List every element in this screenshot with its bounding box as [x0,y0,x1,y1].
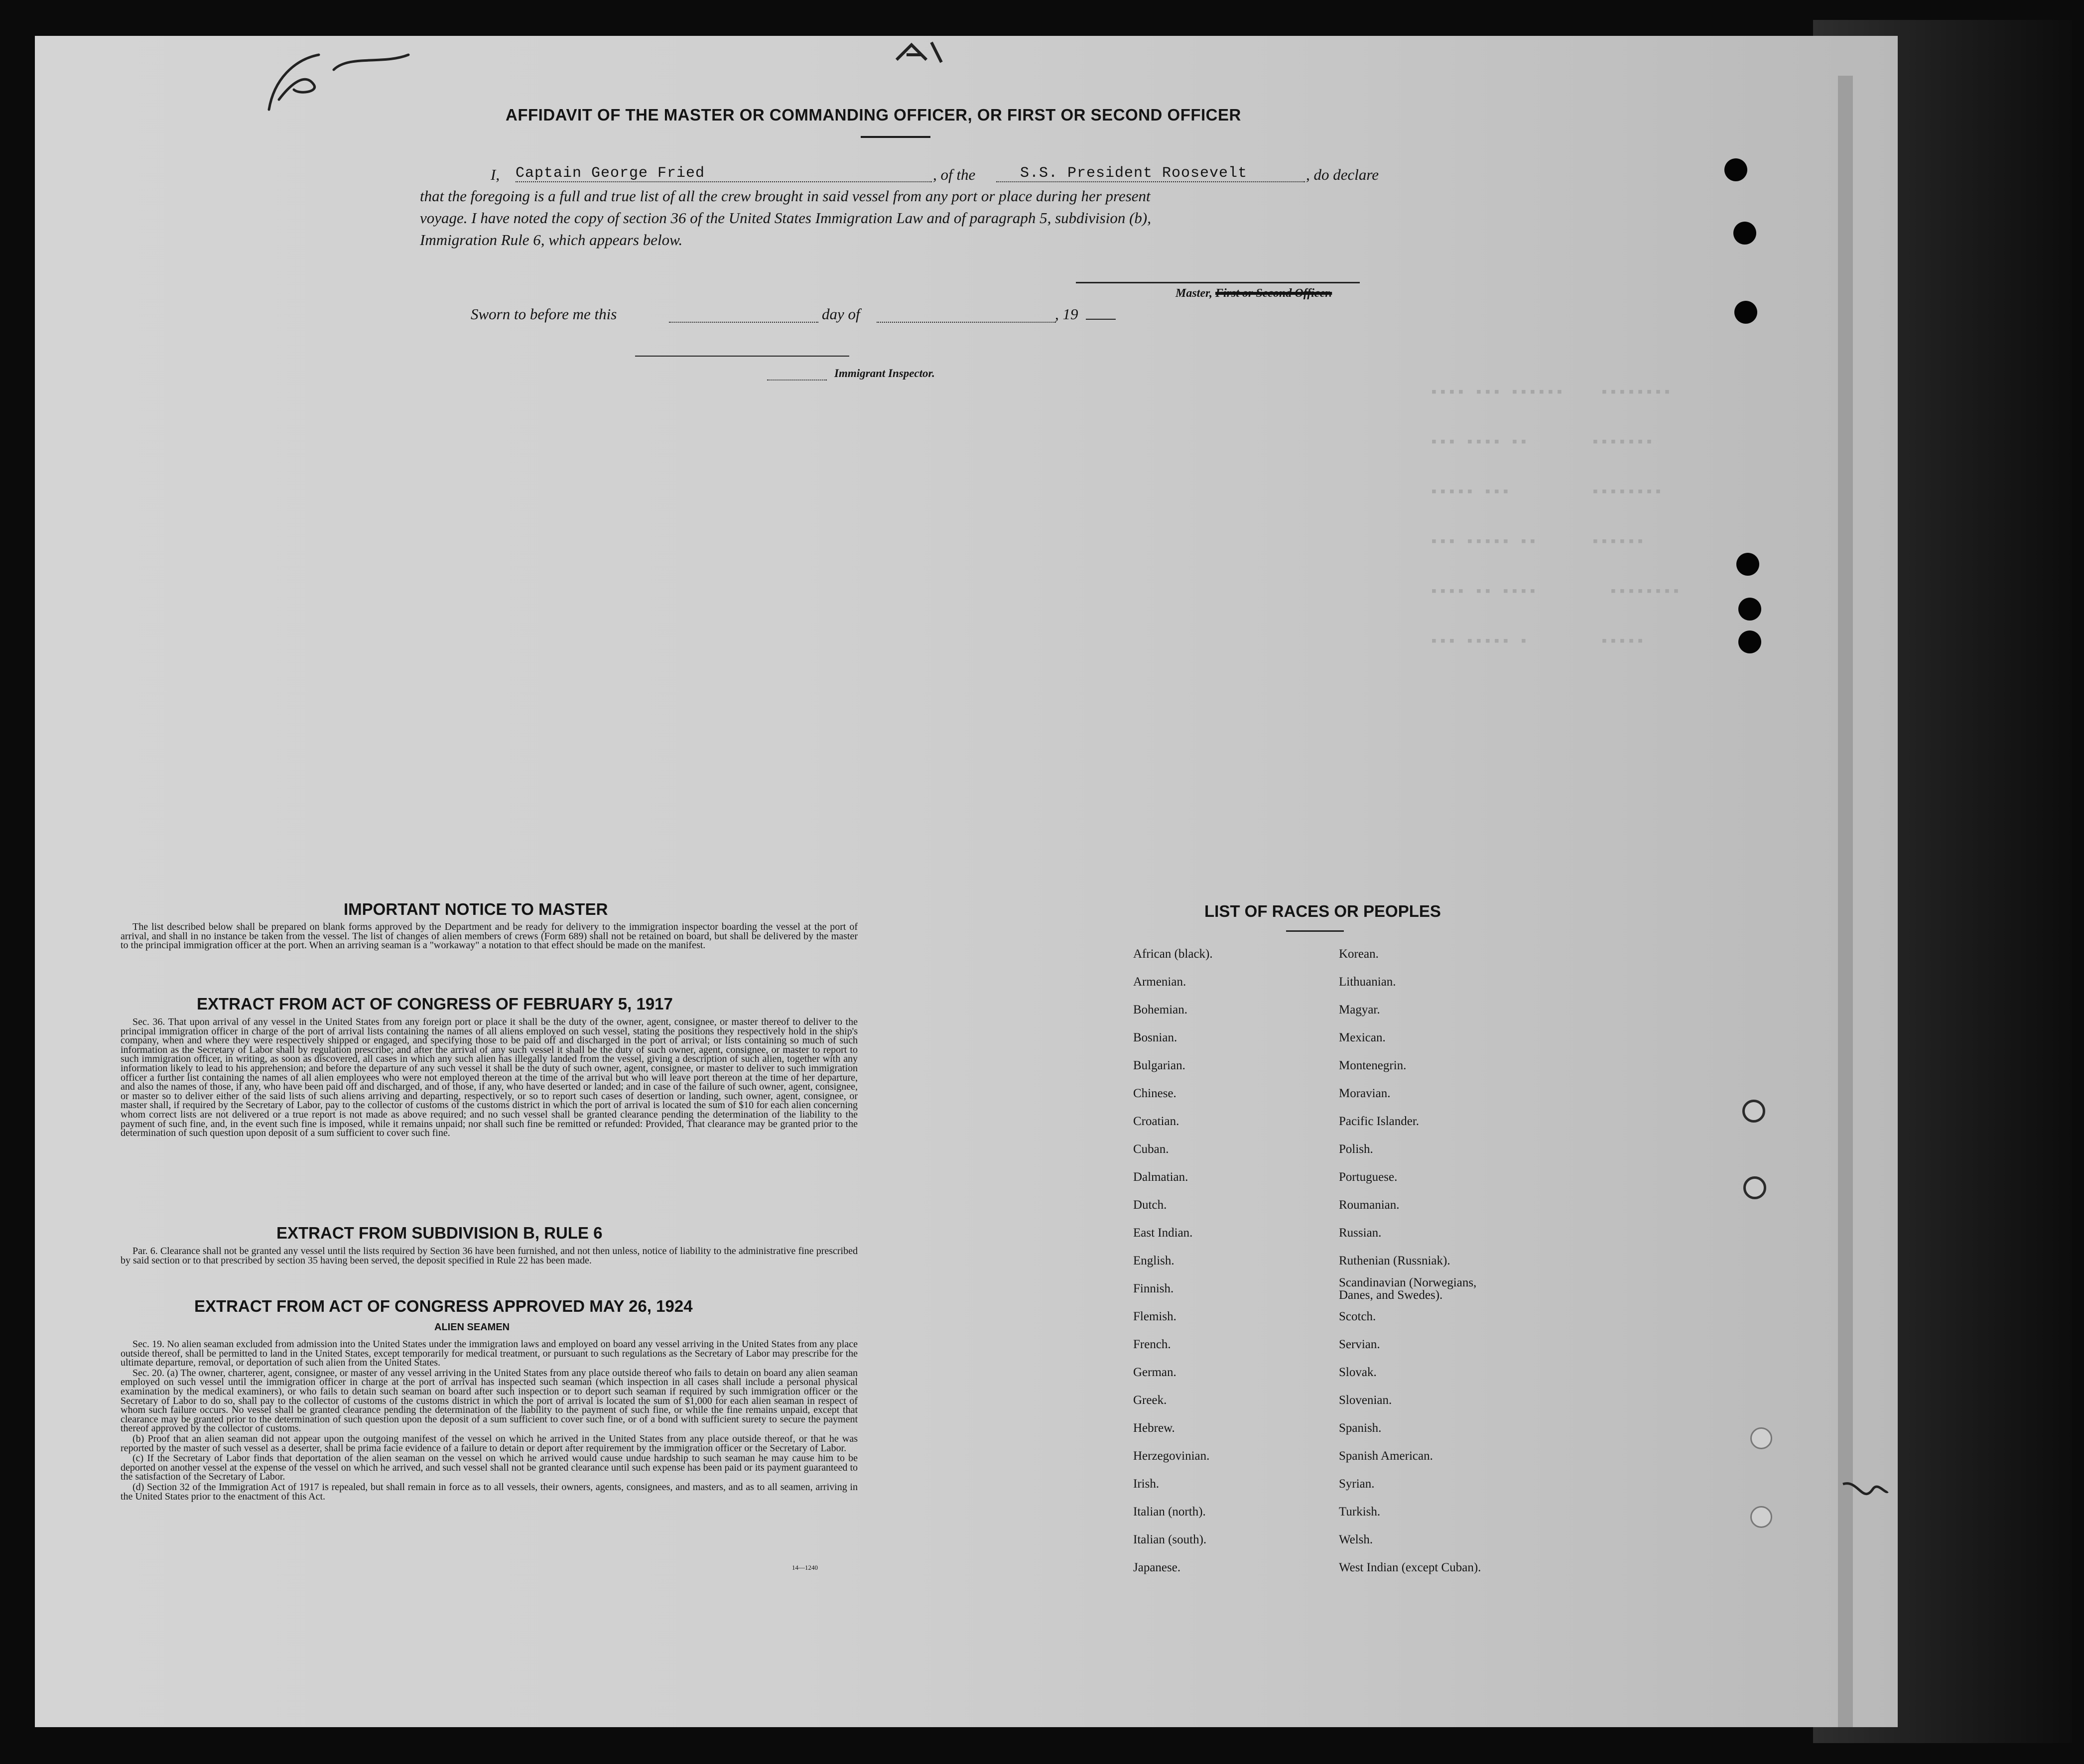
extract-1924-heading: EXTRACT FROM ACT OF CONGRESS APPROVED MAY 26, 1924 [194,1297,693,1315]
race-right: Moravian. [1339,1087,1391,1100]
race-right: Slovak. [1339,1366,1377,1379]
race-right: Spanish American. [1339,1449,1433,1463]
race-left: Dalmatian. [1133,1170,1188,1184]
affidavit-declare: , do declare [1306,166,1379,183]
bleed-through: ▪▪▪ ▪▪▪▪▪ ▪▪ ▪▪▪▪▪▪ [1430,534,1645,551]
year-line [1086,319,1116,320]
race-right: Scandinavian (Norwegians, Danes, and Swedes). [1339,1276,1477,1302]
race-right: Roumanian. [1339,1198,1400,1212]
bleed-through: ▪▪▪ ▪▪▪▪ ▪▪ ▪▪▪▪▪▪▪ [1430,434,1654,451]
punch-hole [1750,1427,1772,1449]
race-right: Scotch. [1339,1310,1376,1323]
race-left: Dutch. [1133,1198,1167,1212]
race-right: Portuguese. [1339,1170,1398,1184]
affidavit-title: AFFIDAVIT OF THE MASTER OR COMMANDING OFFICER, OR FIRST OR SECOND OFFICER [506,106,1241,124]
race-right: Servian. [1339,1338,1380,1351]
races-heading-rule [1286,930,1344,932]
handwritten-mark [259,35,418,125]
section-20a: Sec. 20. (a) The owner, charterer, agent, consignee, or master of any vessel arriving in the United States from any place outside thereof who fails to detain on board any alien seaman employed on such vessel until the immigration officer in charge at the port of arrival has inspected such seaman (which inspection in all cases shall include a personal physical examination by the medical examiners), or who fails to detain such seaman on board after such inspection or to deport such seaman if required by such immigration officer or the Secretary of Labor to do so, shall pay to the collector of customs of the customs district in which the port of arrival is located the sum of $1,000 for each alien seaman in respect of whom such failure occurs. No vessel shall be granted clearance pending the determination of the liability to the payment of such fine, or while the fine remains unpaid, except that clearance may be granted prior to the determination of such question upon the deposit of a sum sufficient to cover such fine, or of a bond with sufficient surety to secure the payment thereof approved by the collector of customs. [121,1367,858,1434]
race-right: Russian. [1339,1226,1382,1240]
section-19: Sec. 19. No alien seaman excluded from admission into the United States under the immigration laws and employed on board any vessel arriving in the United States from any place outside thereof, shall be permitted to land in the United States, except temporarily for medical treatment, or pursuant to such regulations as the Secretary of Labor may prescribe for the ultimate departure, removal, or deportation of such alien from the United States. [121,1339,858,1369]
section-20c: (c) If the Secretary of Labor finds that deportation of the alien seaman on the vessel on which he arrived would cause undue hardship to such seaman he may cause him to be deported on another vessel at the expense of the vessel on which he arrived, and such vessel shall not be granted clearance until such expense has been paid or its payment guaranteed to the satisfaction of the Secretary of Labor. [121,1453,858,1483]
race-left: Bulgarian. [1133,1059,1185,1072]
punch-hole [1750,1506,1772,1528]
race-right: Slovenian. [1339,1393,1392,1407]
affidavit-line-3: voyage. I have noted the copy of section 36 of the United States Immigration Law and of paragraph 5, subdivision (b), [420,209,1151,227]
month-line [877,321,1056,323]
punch-hole [1724,158,1747,181]
paragraph-6: Par. 6. Clearance shall not be granted any vessel until the lists required by Section 36 have been furnished, and not then unless, notice of liability to the administrative fine prescribed by said section or to that prescribed by section 35 having been served, the deposit specified in Rule 22 has been made. [121,1246,858,1266]
race-left: Cuban. [1133,1142,1169,1156]
race-right: Mexican. [1339,1031,1386,1044]
punch-hole [1742,1100,1765,1123]
handwritten-mark [892,35,951,70]
race-left: African (black). [1133,947,1213,961]
race-left: Flemish. [1133,1310,1176,1323]
subdivision-b-heading: EXTRACT FROM SUBDIVISION B, RULE 6 [276,1224,603,1242]
race-right: Welsh. [1339,1533,1373,1546]
race-right: Spanish. [1339,1421,1382,1435]
affidavit-line-2: that the foregoing is a full and true list of all the crew brought in said vessel from any port or place during her present [420,187,1151,205]
race-left: English. [1133,1254,1174,1267]
race-left: Italian (south). [1133,1533,1207,1546]
officer-name-line [516,180,932,182]
affidavit-i: I, [491,166,500,183]
extract-1924-text [121,1340,858,1502]
race-left: Chinese. [1133,1087,1176,1100]
race-left: Irish. [1133,1477,1160,1491]
race-left: Japanese. [1133,1561,1181,1574]
punch-hole [1734,301,1757,324]
subdivision-b-text [121,1247,858,1266]
notice-text [121,922,858,951]
notice-paragraph: The list described below shall be prepared on blank forms approved by the Department and be ready for delivery to the immigration inspector boarding the vessel at the port of arrival, and shall in no instance be taken from the vessel. The list of changes of alien members of crews (Form 689) shall not be retained on board, but shall be delivered by the master to the principal immigration officer at the port. When an arriving seaman is a "workaway" a notation to that effect should be made on the manifest. [121,921,858,951]
race-right: Magyar. [1339,1003,1380,1016]
race-right: West Indian (except Cuban). [1339,1561,1481,1574]
struck-label: First or Second Officer. [1215,287,1332,300]
bleed-through: ▪▪▪▪ ▪▪▪ ▪▪▪▪▪▪ ▪▪▪▪▪▪▪▪ [1430,384,1672,401]
race-right: Pacific Islander. [1339,1115,1420,1128]
race-right: Turkish. [1339,1505,1381,1518]
vessel-name: S.S. President Roosevelt [1020,165,1248,182]
bleed-through: ▪▪▪▪▪ ▪▪▪ ▪▪▪▪▪▪▪▪ [1430,484,1663,501]
sworn-label: Sworn to before me this [471,305,617,323]
title-rule [861,136,930,138]
section-20d: (d) Section 32 of the Immigration Act of 1917 is repealed, but shall remain in force as to all vessels, their owners, agents, consignees, and masters, and as to all seamen, arriving in the United States prior to the enactment of this Act. [121,1481,858,1502]
punch-hole [1743,1176,1766,1199]
race-left: Herzegovinian. [1133,1449,1210,1463]
punch-hole [1738,630,1761,653]
handwritten-mark [1838,1474,1893,1509]
punch-hole [1738,598,1761,621]
race-left: Hebrew. [1133,1421,1175,1435]
affidavit-of-the: , of the [933,166,976,183]
affidavit-line-4: Immigration Rule 6, which appears below. [420,231,683,249]
alien-seamen-heading: ALIEN SEAMEN [434,1322,510,1333]
race-left: Italian (north). [1133,1505,1206,1518]
section-36: Sec. 36. That upon arrival of any vessel in the United States from any foreign port or place it shall be the duty of the owner, agent, consignee, or master thereof to deliver to the principal immigration officer in charge of the port of arrival lists containing the names of all aliens employed on such vessel, stating the positions they respectively hold in the ship's company, when and where they were respectively shipped or engaged, and specifying those to be paid off and discharged in the port of arrival; or lists containing so much of such information as the Secretary of Labor shall by regulation prescribe; and after the arrival of any such vessel it shall be the duty of such owner, agent, consignee, or master to report to such immigration officer, in writing, as soon as discovered, all cases in which any such alien has illegally landed from the vessel, giving a description of such alien, together with any information likely to lead to his apprehension; and before the departure of any such vessel it shall be the duty of such owner, agent, consignee, or master to deliver to such immigration officer a further list containing the names of all alien employees who were not employed thereon at the time of the arrival but who will leave port thereon at the time of her departure, and also the names of those, if any, who have been paid off and discharged, and of those, if any, who have deserted or landed; and in case of the failure of such owner, agent, consignee, or master so to deliver either of the said lists of such aliens arriving and departing, respectively, or so to report such cases of desertion or landing, such owner, agent, consignee, or master shall, if required by the Secretary of Labor, pay to the collector of customs of the customs district in which the port of arrival is located the sum of $10 for each alien concerning whom correct lists are not delivered or a true report is not made as above required; and no such vessel shall be granted clearance pending the determination of the liability to the payment of such fine, and, in the event such fine is imposed, while it remains unpaid; nor shall such fine be remitted or refunded: Provided, That clearance may be granted prior to the determination of such question upon deposit of a sum sufficient to cover such fine. [121,1016,858,1139]
race-left: French. [1133,1338,1171,1351]
sworn-date-line [669,321,818,323]
extract-1917-text [121,1017,858,1139]
bleed-through: ▪▪▪ ▪▪▪▪▪ ▪ ▪▪▪▪▪ [1430,633,1645,650]
race-left: Bohemian. [1133,1003,1188,1016]
inspector-line [635,356,849,357]
race-right: Polish. [1339,1142,1373,1156]
race-left: German. [1133,1366,1176,1379]
punch-hole [1733,222,1756,245]
inspector-caption: Immigrant Inspector. [834,367,935,379]
race-right: Ruthenian (Russniak). [1339,1254,1450,1267]
race-right: Syrian. [1339,1477,1375,1491]
signature-line [1076,282,1360,283]
day-of-label: day of [822,305,860,323]
signature-caption [1175,287,1332,300]
section-20b: (b) Proof that an alien seaman did not appear upon the outgoing manifest of the vessel on which he arrived in the United States from any place outside thereof, or that he was reported by the master of such vessel as a deserter, shall be prima facie evidence of a failure to detain or deport after requirement by the immigration officer or the Secretary of Labor. [121,1433,858,1454]
master-label: Master, [1175,287,1213,300]
race-right: Montenegrin. [1339,1059,1407,1072]
extract-1917-heading: EXTRACT FROM ACT OF CONGRESS OF FEBRUARY 5, 1917 [197,995,673,1013]
notice-heading: IMPORTANT NOTICE TO MASTER [344,900,608,918]
race-left: East Indian. [1133,1226,1193,1240]
race-left: Croatian. [1133,1115,1179,1128]
form-number: 14—1240 [792,1564,818,1571]
vessel-name-line [996,180,1305,182]
race-left: Bosnian. [1133,1031,1177,1044]
race-right: Korean. [1339,947,1379,961]
bleed-through: ▪▪▪▪ ▪▪ ▪▪▪▪ ▪▪▪▪▪▪▪▪ [1430,584,1681,601]
races-heading: LIST OF RACES OR PEOPLES [1204,902,1441,920]
race-left: Greek. [1133,1393,1167,1407]
race-right: Lithuanian. [1339,975,1396,989]
inspector-short-line [767,378,827,380]
year-prefix: , 19 [1055,305,1078,323]
officer-name: Captain George Fried [516,165,705,182]
race-left: Finnish. [1133,1282,1174,1295]
punch-hole [1736,553,1759,576]
race-left: Armenian. [1133,975,1186,989]
